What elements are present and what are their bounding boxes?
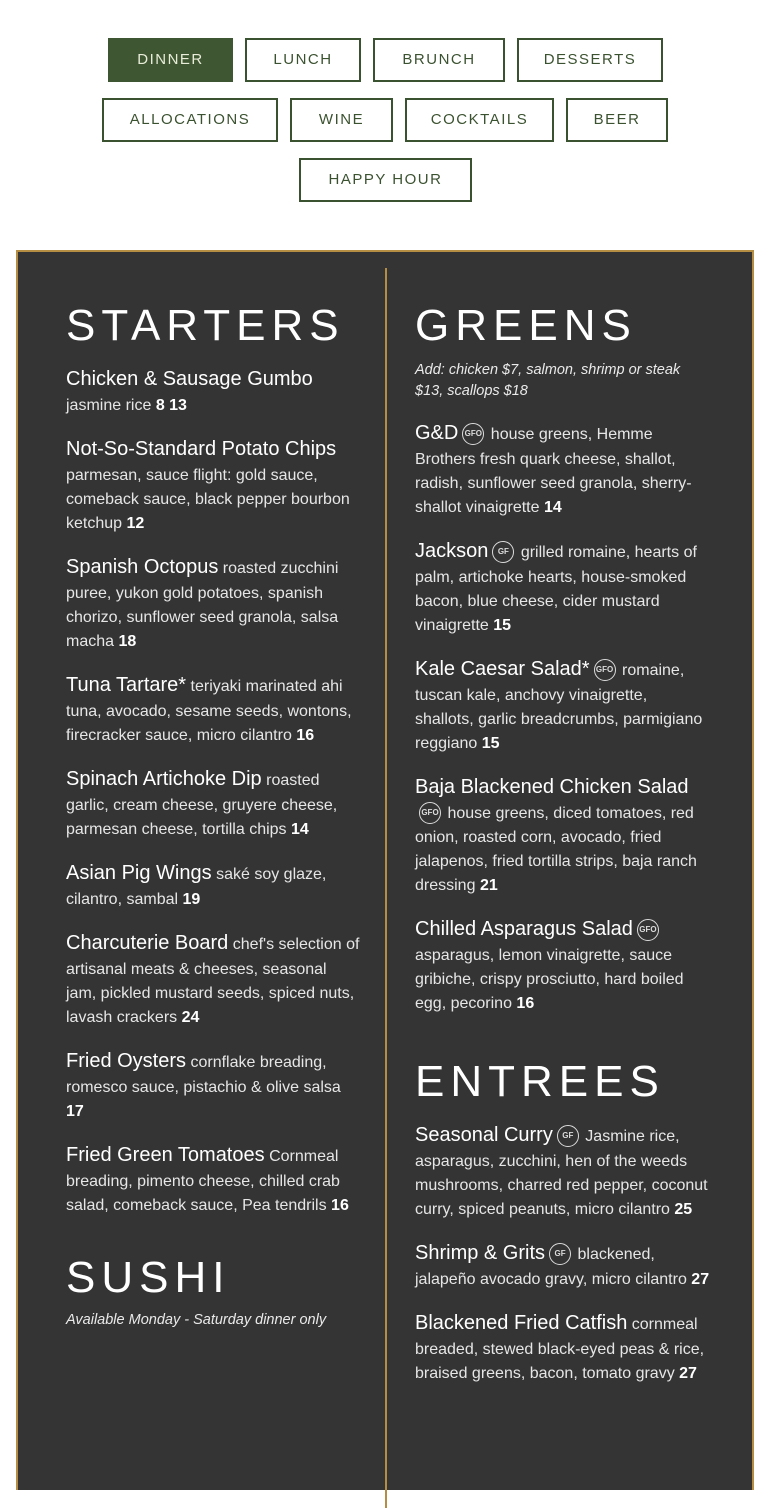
- sushi-heading: SUSHI: [66, 1253, 231, 1302]
- column-divider: [385, 268, 387, 1508]
- tab-dinner[interactable]: DINNER: [108, 38, 233, 82]
- menu-item: [66, 552, 361, 654]
- menu-item-name: Chicken & Sausage Gumbo: [66, 368, 313, 390]
- entrees-heading: ENTREES: [415, 1057, 665, 1106]
- menu-item-description: blackened, jalapeño avocado gravy, micro cilantro: [415, 1246, 687, 1288]
- gluten-free-option-icon: GFO: [637, 919, 659, 941]
- menu-item-description: parmesan, sauce flight: gold sauce, comeback sauce, black pepper bourbon ketchup: [66, 467, 350, 532]
- menu-item-description: roasted zucchini puree, yukon gold potatoes, spanish chorizo, sunflower seed granola, salsa macha: [66, 560, 339, 650]
- menu-item-price: 27: [679, 1365, 697, 1382]
- starters-heading: STARTERS: [66, 301, 345, 350]
- menu-item: [66, 670, 361, 748]
- tab-lunch[interactable]: LUNCH: [245, 38, 361, 82]
- menu-item-name: G&D: [415, 422, 459, 444]
- menu-item-price: 16: [296, 727, 315, 744]
- tab-happy-hour[interactable]: HAPPY HOUR: [299, 158, 472, 202]
- menu-item: [66, 434, 361, 536]
- tab-desserts[interactable]: DESSERTS: [517, 38, 663, 82]
- menu-item-description: house greens, Hemme Brothers fresh quark cheese, shallot, radish, sunflower seed granola, sherry-shallot vinaigrette: [415, 426, 692, 516]
- tab-brunch[interactable]: BRUNCH: [373, 38, 505, 82]
- menu-item: [415, 654, 710, 756]
- menu-item: [415, 914, 710, 1016]
- gluten-free-option-icon: GFO: [419, 802, 441, 824]
- greens-heading: GREENS: [415, 301, 637, 350]
- menu-item-name: Fried Green Tomatoes: [66, 1144, 265, 1166]
- menu-item-name: Charcuterie Board: [66, 932, 229, 954]
- menu-item-name: Seasonal Curry: [415, 1124, 553, 1146]
- tab-beer[interactable]: BEER: [566, 98, 668, 142]
- left-column: [66, 252, 361, 1331]
- menu-item-description: house greens, diced tomatoes, red onion, roasted corn, avocado, fried jalapenos, fried tortilla strips, baja ranch dressing: [415, 805, 697, 894]
- menu-item: [415, 1120, 710, 1222]
- menu-item-name: Spinach Artichoke Dip: [66, 768, 262, 790]
- menu-item-description: grilled romaine, hearts of palm, artichoke hearts, house-smoked bacon, blue cheese, cider mustard vinaigrette: [415, 544, 697, 634]
- menu-item-price: 14: [291, 821, 309, 838]
- menu-item-description: romaine, tuscan kale, anchovy vinaigrette, shallots, garlic breadcrumbs, parmigiano reggiano: [415, 662, 703, 752]
- menu-item: [415, 1308, 710, 1386]
- gluten-free-option-icon: GFO: [462, 423, 484, 445]
- menu-item-description: asparagus, lemon vinaigrette, sauce gribiche, crispy prosciutto, hard boiled egg, pecorino: [415, 947, 684, 1012]
- menu-item: [415, 772, 710, 898]
- menu-item-price: 27: [691, 1271, 710, 1288]
- menu-item-price: 15: [481, 735, 500, 752]
- menu-item: [66, 764, 361, 842]
- gluten-free-icon: GF: [492, 541, 514, 563]
- menu-item-name: Not-So-Standard Potato Chips: [66, 438, 337, 460]
- menu-item-name: Asian Pig Wings: [66, 862, 212, 884]
- menu-item-description: Jasmine rice, asparagus, zucchini, hen of the weeds mushrooms, charred red pepper, coconut curry, spiced peanuts, micro cilantro: [415, 1128, 708, 1218]
- menu-item-name: Baja Blackened Chicken Salad: [415, 776, 689, 798]
- menu-item-name: Jackson: [415, 540, 489, 562]
- right-column: [415, 252, 710, 1386]
- gluten-free-icon: GF: [557, 1125, 579, 1147]
- menu-item-price: 14: [543, 499, 562, 516]
- menu-item-description: chef's selection of artisanal meats & cheeses, seasonal jam, pickled mustard seeds, spiced nuts, lavash crackers: [66, 936, 360, 1026]
- greens-note: Add: chicken $7, salmon, shrimp or steak $13, scallops $18: [415, 362, 681, 399]
- menu-item-name: Blackened Fried Catfish: [415, 1312, 628, 1334]
- menu-item: [66, 928, 361, 1030]
- greens-list: [415, 418, 710, 1016]
- gluten-free-icon: GF: [549, 1243, 571, 1265]
- menu-item-name: Chilled Asparagus Salad: [415, 918, 633, 940]
- menu-item-name: Fried Oysters: [66, 1050, 187, 1072]
- tab-wine[interactable]: WINE: [290, 98, 393, 142]
- menu-item-price: 8 13: [155, 397, 187, 414]
- menu-board: [16, 250, 754, 1490]
- tab-cocktails[interactable]: COCKTAILS: [405, 98, 554, 142]
- menu-item: [66, 858, 361, 912]
- menu-item-description: Cornmeal breading, pimento cheese, chilled crab salad, comeback sauce, Pea tendrils: [66, 1148, 340, 1214]
- tab-allocations[interactable]: ALLOCATIONS: [102, 98, 278, 142]
- menu-item-price: 21: [479, 877, 498, 894]
- menu-item-price: 15: [493, 617, 512, 634]
- menu-item-description: cornmeal breaded, stewed black-eyed peas & rice, braised greens, bacon, tomato gravy: [415, 1316, 705, 1382]
- menu-item-price: 25: [674, 1201, 693, 1218]
- menu-item-description: teriyaki marinated ahi tuna, avocado, sesame seeds, wontons, firecracker sauce, micro cilantro: [66, 678, 352, 744]
- menu-item: [66, 1046, 361, 1124]
- menu-item-name: Tuna Tartare*: [66, 674, 187, 696]
- menu-item: [66, 1140, 361, 1218]
- menu-item: [415, 536, 710, 638]
- entrees-list: [415, 1120, 710, 1386]
- menu-item-price: 19: [182, 891, 201, 908]
- menu-item: [66, 364, 361, 418]
- menu-item-price: 18: [118, 633, 137, 650]
- menu-item-price: 17: [66, 1103, 84, 1120]
- menu-item-name: Shrimp & Grits: [415, 1242, 546, 1264]
- menu-item-description: jasmine rice: [66, 397, 152, 414]
- gluten-free-option-icon: GFO: [594, 659, 616, 681]
- menu-item-price: 16: [331, 1197, 349, 1214]
- starters-list: [66, 364, 361, 1218]
- menu-item-price: 24: [181, 1009, 200, 1026]
- menu-item-description: saké soy glaze, cilantro, sambal: [66, 866, 327, 908]
- menu-item: [415, 418, 710, 520]
- menu-item-description: roasted garlic, cream cheese, gruyere cheese, parmesan cheese, tortilla chips: [66, 772, 338, 838]
- menu-item-price: 16: [516, 995, 535, 1012]
- menu-item: [415, 1238, 710, 1292]
- menu-item-name: Spanish Octopus: [66, 556, 219, 578]
- sushi-note: Available Monday - Saturday dinner only: [66, 1312, 327, 1328]
- menu-item-name: Kale Caesar Salad*: [415, 658, 590, 680]
- menu-item-description: cornflake breading, romesco sauce, pistachio & olive salsa: [66, 1054, 341, 1096]
- menu-item-price: 12: [126, 515, 145, 532]
